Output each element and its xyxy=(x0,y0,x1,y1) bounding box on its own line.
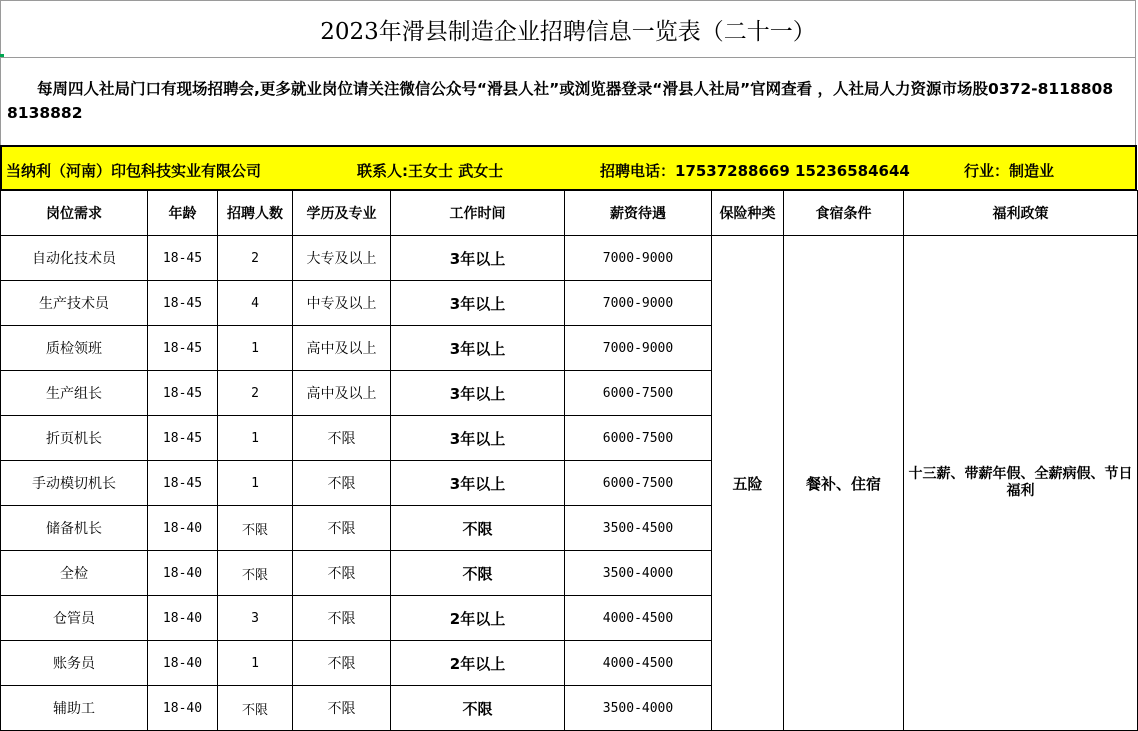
education-cell: 高中及以上 xyxy=(293,371,391,416)
notice-text: 每周四人社局门口有现场招聘会,更多就业岗位请关注微信公众号“滑县人社”或浏览器登录“滑县人社局”官网查看 ，人社局人力资源市场股0372-8118808 8138882 xyxy=(7,80,1114,122)
job-cell: 手动模切机长 xyxy=(1,461,148,506)
age-cell: 18-45 xyxy=(148,416,218,461)
column-header: 招聘人数 xyxy=(218,191,293,236)
work-time-cell: 2年以上 xyxy=(391,641,565,686)
age-cell: 18-40 xyxy=(148,506,218,551)
notice-cell xyxy=(0,57,1136,145)
job-cell: 辅助工 xyxy=(1,686,148,731)
count-cell: 1 xyxy=(218,461,293,506)
education-cell: 不限 xyxy=(293,416,391,461)
company-contact: 联系人:王女士 武女士 xyxy=(357,162,504,180)
work-time-cell: 3年以上 xyxy=(391,236,565,281)
table-row xyxy=(1,236,1138,281)
company-industry: 行业：制造业 xyxy=(964,162,1055,180)
age-cell: 18-40 xyxy=(148,686,218,731)
job-cell: 生产组长 xyxy=(1,371,148,416)
education-cell: 不限 xyxy=(293,641,391,686)
company-bar xyxy=(0,145,1137,191)
work-time-cell: 2年以上 xyxy=(391,596,565,641)
age-cell: 18-45 xyxy=(148,236,218,281)
job-cell: 账务员 xyxy=(1,641,148,686)
salary-cell: 3500-4500 xyxy=(565,506,712,551)
salary-cell: 4000-4500 xyxy=(565,641,712,686)
count-cell: 不限 xyxy=(218,686,293,731)
age-cell: 18-45 xyxy=(148,281,218,326)
education-cell: 不限 xyxy=(293,686,391,731)
salary-cell: 6000-7500 xyxy=(565,461,712,506)
work-time-cell: 不限 xyxy=(391,686,565,731)
education-cell: 大专及以上 xyxy=(293,236,391,281)
column-header: 福利政策 xyxy=(904,191,1138,236)
job-cell: 全检 xyxy=(1,551,148,596)
salary-cell: 7000-9000 xyxy=(565,281,712,326)
salary-cell: 3500-4000 xyxy=(565,551,712,596)
education-cell: 不限 xyxy=(293,596,391,641)
job-cell: 生产技术员 xyxy=(1,281,148,326)
column-header: 年龄 xyxy=(148,191,218,236)
work-time-cell: 3年以上 xyxy=(391,281,565,326)
job-cell: 仓管员 xyxy=(1,596,148,641)
count-cell: 不限 xyxy=(218,506,293,551)
work-time-cell: 3年以上 xyxy=(391,416,565,461)
job-cell: 自动化技术员 xyxy=(1,236,148,281)
salary-cell: 6000-7500 xyxy=(565,371,712,416)
recruitment-table xyxy=(0,190,1138,731)
count-cell: 4 xyxy=(218,281,293,326)
salary-cell: 3500-4000 xyxy=(565,686,712,731)
count-cell: 不限 xyxy=(218,551,293,596)
age-cell: 18-45 xyxy=(148,371,218,416)
insurance-cell: 五险 xyxy=(712,236,784,731)
education-cell: 中专及以上 xyxy=(293,281,391,326)
column-header: 工作时间 xyxy=(391,191,565,236)
column-header: 学历及专业 xyxy=(293,191,391,236)
job-cell: 折页机长 xyxy=(1,416,148,461)
column-header: 保险种类 xyxy=(712,191,784,236)
welfare-cell: 十三薪、带薪年假、全薪病假、节日福利 xyxy=(904,236,1138,731)
count-cell: 2 xyxy=(218,236,293,281)
page-title: 2023年滑县制造企业招聘信息一览表（二十一） xyxy=(0,0,1136,57)
count-cell: 2 xyxy=(218,371,293,416)
salary-cell: 4000-4500 xyxy=(565,596,712,641)
work-time-cell: 不限 xyxy=(391,551,565,596)
company-name: 当纳利（河南）印包科技实业有限公司 xyxy=(6,162,262,180)
column-header: 食宿条件 xyxy=(784,191,904,236)
work-time-cell: 3年以上 xyxy=(391,371,565,416)
age-cell: 18-40 xyxy=(148,596,218,641)
lodging-cell: 餐补、住宿 xyxy=(784,236,904,731)
column-header: 薪资待遇 xyxy=(565,191,712,236)
company-phone: 招聘电话：17537288669 15236584644 xyxy=(600,162,910,180)
work-time-cell: 3年以上 xyxy=(391,461,565,506)
salary-cell: 7000-9000 xyxy=(565,236,712,281)
count-cell: 3 xyxy=(218,596,293,641)
education-cell: 不限 xyxy=(293,461,391,506)
age-cell: 18-45 xyxy=(148,326,218,371)
education-cell: 高中及以上 xyxy=(293,326,391,371)
job-cell: 质检领班 xyxy=(1,326,148,371)
work-time-cell: 不限 xyxy=(391,506,565,551)
job-cell: 储备机长 xyxy=(1,506,148,551)
education-cell: 不限 xyxy=(293,506,391,551)
age-cell: 18-40 xyxy=(148,551,218,596)
age-cell: 18-45 xyxy=(148,461,218,506)
header-row xyxy=(1,191,1138,236)
education-cell: 不限 xyxy=(293,551,391,596)
count-cell: 1 xyxy=(218,641,293,686)
table-body xyxy=(1,236,1138,731)
salary-cell: 6000-7500 xyxy=(565,416,712,461)
column-header: 岗位需求 xyxy=(1,191,148,236)
count-cell: 1 xyxy=(218,326,293,371)
count-cell: 1 xyxy=(218,416,293,461)
work-time-cell: 3年以上 xyxy=(391,326,565,371)
salary-cell: 7000-9000 xyxy=(565,326,712,371)
age-cell: 18-40 xyxy=(148,641,218,686)
